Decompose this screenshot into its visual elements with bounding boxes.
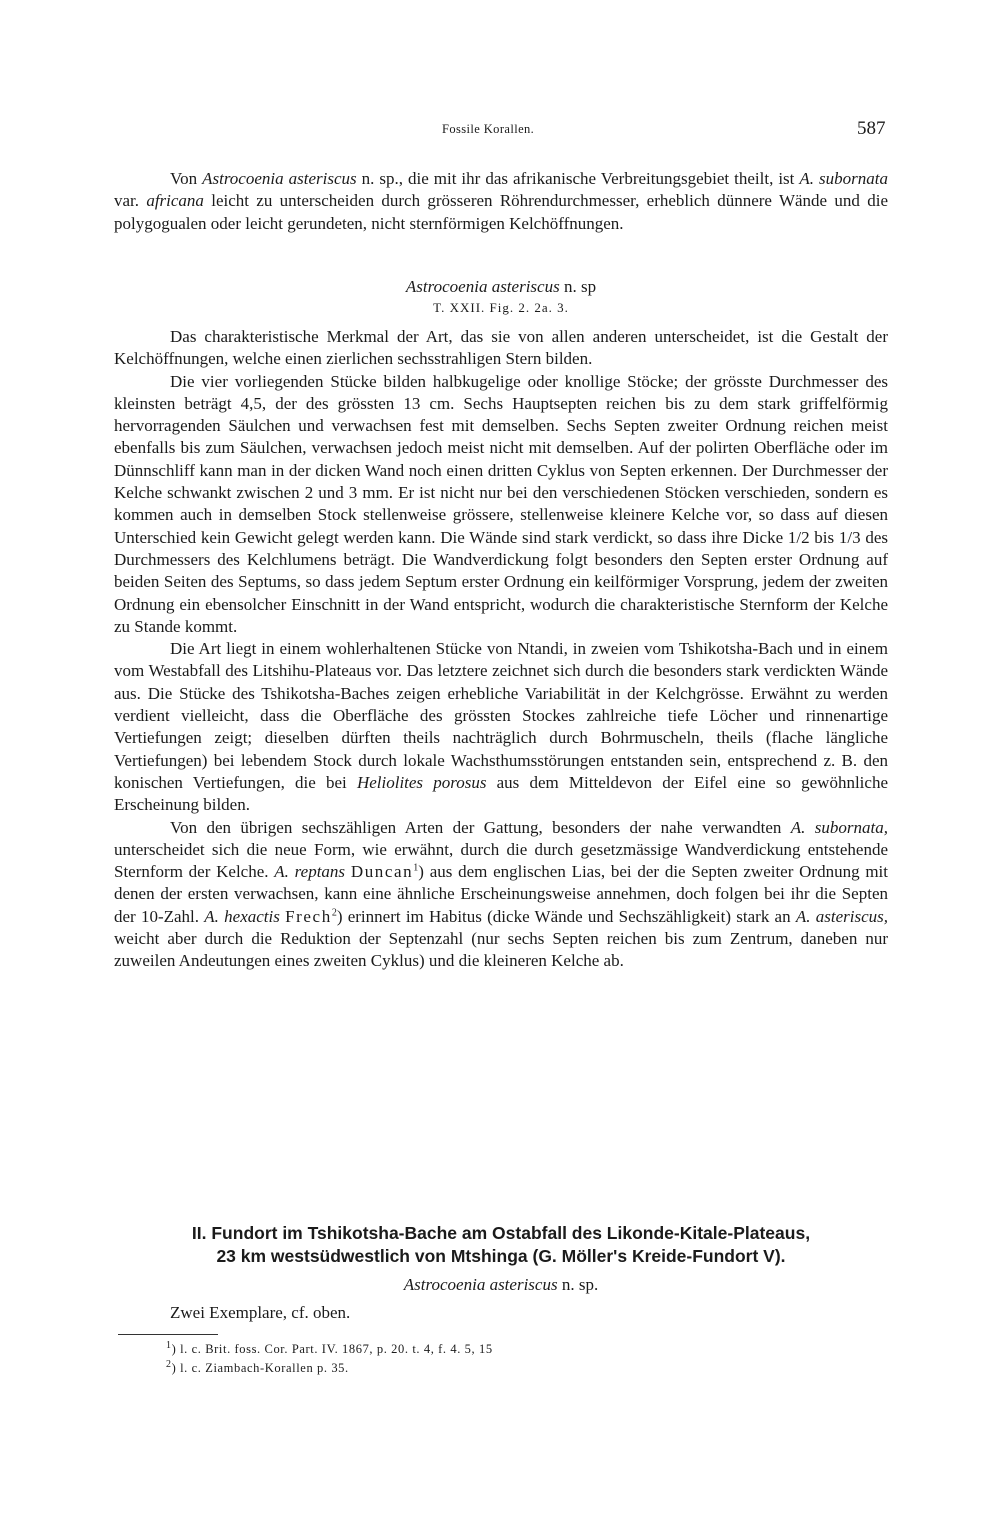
closing-paragraph bbox=[114, 1302, 888, 1324]
author-name: Frech bbox=[285, 906, 332, 926]
paragraph-3: Die Art liegt in einem wohlerhaltenen Stücke von Ntandi, in zweien vom Tshikotsha-Bach und in einem vom Westabfall des Litshihu-Plateaus vor. Das letztere zeichnet sich durch die besonders stark verdickten Wände aus. Die Stücke des Tshikotsha-Baches zeigen erhebliche Variabilität in der Kelchgrösse. Erwähnt zu werden verdient vielleicht, dass die Oberfläche des grössten Stockes zahlreiche tiefe Löcher und rinnenartige Vertiefungen zeigt; dieselben dürften theils nachträglich durch Bohrmuscheln, theils (flache längliche Vertiefungen) bei lebendem Stock durch lokale Wachsthumsstörungen entstanden sein, entsprechend z. B. den konischen Vertiefungen, die bei Heliolites porosus aus dem Mitteldevon der Eifel eine so gewöhnliche Erscheinung bilden. bbox=[114, 639, 888, 815]
footnote-mark: 2 bbox=[166, 1358, 172, 1370]
species-name: Astrocoenia asteriscus bbox=[202, 169, 357, 188]
species-name: A. asteriscus, bbox=[795, 906, 888, 926]
intro-text: Von Astrocoenia asteriscus n. sp., die mit ihr das afrikanische Verbreitungsgebiet theilt, ist A. subornata var. africana leicht zu unterscheiden durch grösseren Röhrendurchmesser, erheblich dünnere Wände und die polygogualen oder leicht gerundeten, nicht sternförmigen Kelchöffnungen. bbox=[114, 169, 888, 233]
author-name: Duncan bbox=[350, 862, 414, 882]
variety-name: africana bbox=[146, 191, 204, 211]
species-name: Heliolites porosus bbox=[356, 772, 487, 792]
page-number: 587 bbox=[857, 118, 886, 139]
species-heading-2 bbox=[114, 1274, 888, 1296]
species-title: Astrocoenia asteriscus n. sp bbox=[405, 277, 597, 296]
fraction: 1/3 bbox=[838, 527, 861, 547]
species-name: A. subornata bbox=[799, 169, 888, 188]
section-heading-2 bbox=[114, 1222, 888, 1268]
section-title-line: 23 km westsüdwestlich von Mtshinga (G. Möller's Kreide-Fundort V). bbox=[216, 1246, 786, 1266]
description-body bbox=[114, 326, 888, 973]
footnote-mark: 2 bbox=[331, 907, 337, 919]
paragraph-5: Zwei Exemplare, cf. oben. bbox=[170, 1303, 351, 1322]
species-name: A. reptans bbox=[274, 862, 346, 882]
footnote-1: $^1$) l. c. Brit. foss. Cor. Part. IV. 1867, p. 20. t. 4, f. 4. 5, 15 bbox=[166, 1339, 493, 1356]
species-heading-1 bbox=[114, 276, 888, 318]
paragraph-4: Von den übrigen sechszähligen Arten der Gattung, besonders der nahe verwandten A. subornata, unterscheidet sich die neue Form, wie erwähnt, durch die durch gesetzmässige Wandverdickung entstehende Sternform der Kelche. A. reptans Duncan$^1$) aus dem englischen Lias, bei der die Septen zweiter Ordnung mit denen der ersten verwachsen, kann eine ähnliche Erscheinungsweise annehmen, doch folgen bei ihr die Septen der 10-Zahl. A. hexactis Frech$^2$) erinnert im Habitus (dicke Wände und Sechszähligkeit) stark an A. asteriscus, weicht aber durch die Reduktion der Septenzahl (nur sechs Septen reichen bis zum Zentrum, daneben nur zuweilen Andeutungen eines zweiten Cyklus) und die kleineren Kelche ab. bbox=[114, 817, 889, 971]
footnote-mark: 1 bbox=[413, 862, 419, 874]
footnote-mark: 1 bbox=[166, 1339, 172, 1351]
footnote-2: $^2$) l. c. Ziambach-Korallen p. 35. bbox=[166, 1358, 349, 1375]
section-title-line: II. Fundort im Tshikotsha-Bache am Ostabfall des Likonde-Kitale-Plateaus, bbox=[191, 1223, 811, 1243]
running-title: Fossile Korallen. bbox=[442, 122, 535, 136]
figure-reference: T. XXII. Fig. 2. 2a. 3. bbox=[433, 300, 569, 315]
species-title: Astrocoenia asteriscus n. sp. bbox=[403, 1275, 599, 1294]
paragraph-1: Das charakteristische Merkmal der Art, das sie von allen anderen unterscheidet, ist die Gestalt der Kelchöffnungen, welche einen zierlichen sechsstrahligen Stern bilden. bbox=[114, 327, 888, 369]
intro-paragraph bbox=[114, 168, 888, 235]
species-name: A. hexactis bbox=[204, 906, 280, 926]
footnote-divider bbox=[118, 1334, 218, 1335]
fraction: 1/2 bbox=[787, 527, 810, 547]
paragraph-2: Die vier vorliegenden Stücke bilden halbkugelige oder knollige Stöcke; der grösste Durchmesser des kleinsten beträgt 4,5, der des grössten 13 cm. Sechs Hauptsepten reichen bis zu dem stark griffelförmig hervorragenden Säulchen und verwachsen fest mit demselben. Sechs Septen zweiter Ordnung reichen meist ebenfalls bis zum Säulchen, verwachsen jedoch meist nicht mit demselben. Auf der polirten Oberfläche oder im Dünnschliff kann man in der dicken Wand noch einen dritten Cyklus von Septen erkennen. Der Durchmesser der Kelche schwankt zwischen 2 und 3 mm. Er ist nicht nur bei den verschiedenen Stöcken verschieden, sondern es kommen auch in demselben Stock stellenweise grössere, stellenweise kleinere Kelche vor, so dass auf diesen Unterschied kein Gewicht gelegt werden kann. Die Wände sind stark verdickt, so dass ihre Dicke 1/2 bis 1/3 des Durchmessers des Kelchlumens beträgt. Die Wandverdickung folgt besonders den Septen erster Ordnung auf beiden Seiten des Septums, so dass jedem Septum erster Ordnung ein keilförmiger Vorsprung, jedem der zweiten Ordnung ein ebensolcher Einschnitt in der Wand entspricht, wodurch die charakteristische Sternform der Kelche zu Stande kommt. bbox=[114, 371, 888, 636]
species-name: A. subornata, bbox=[790, 817, 888, 837]
